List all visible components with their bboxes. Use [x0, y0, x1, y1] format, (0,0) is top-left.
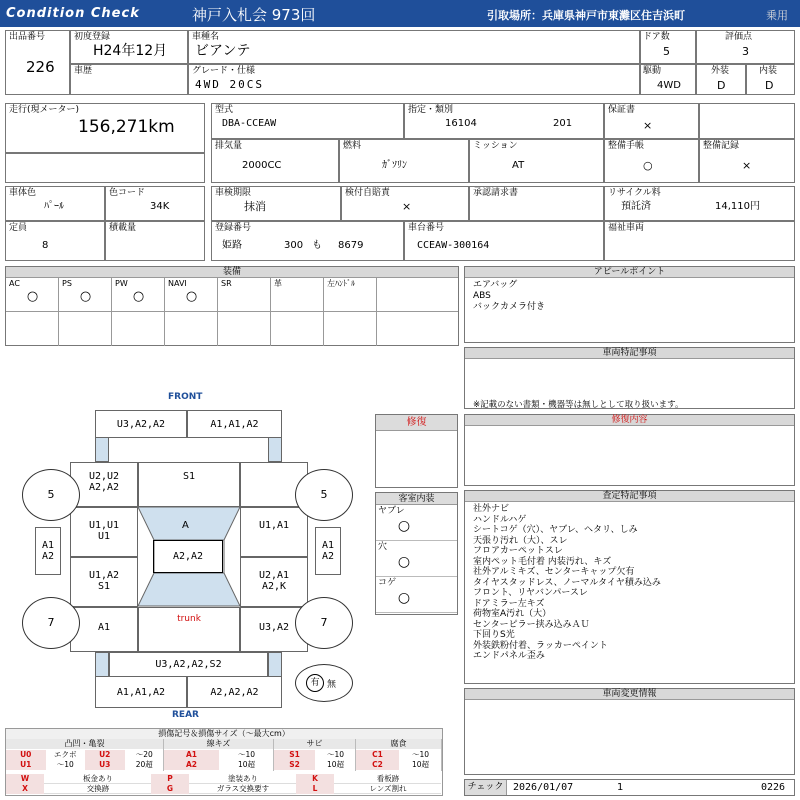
- rear-label: REAR: [172, 710, 199, 720]
- equipment-item-label: SR: [221, 279, 232, 288]
- mission-label: ミッション: [473, 141, 518, 151]
- load-cell: [105, 221, 205, 261]
- inspection-note-line: 外装鉄粉付着、ラッカーペイント: [473, 640, 608, 651]
- inspection-value: 抹消: [244, 200, 266, 213]
- legend-mark-code: W: [6, 774, 44, 784]
- manual-cell: [604, 139, 699, 183]
- zone-rear-door-right: U2,A1 A2,K: [240, 557, 308, 607]
- auction-title: 神戸入札会 973回: [192, 6, 316, 24]
- recycle-amount: 14,110円: [715, 201, 760, 212]
- legend-mark: [151, 774, 296, 784]
- warranty-label: 保証書: [608, 105, 636, 115]
- legend-mark-text: 板金あり: [83, 774, 113, 783]
- tire-front-right: 5: [295, 469, 353, 521]
- equipment-item-label: 革: [274, 279, 282, 288]
- legend-group: [274, 739, 356, 771]
- score-cell: [696, 30, 795, 64]
- legend-size: ～10: [411, 750, 430, 759]
- zone-rear-corner-left: [95, 652, 109, 676]
- inspection-cell: [211, 186, 341, 221]
- displacement-cell: [211, 139, 339, 183]
- approval-cell: [469, 186, 604, 221]
- color-code-value: 34K: [150, 201, 170, 212]
- equipment-item: [59, 278, 112, 346]
- inspection-note-line: 下回りS光: [473, 630, 515, 640]
- tire-rear-right: 7: [295, 597, 353, 649]
- vehicle-use-label: 乗用: [766, 9, 788, 22]
- body-color-value: ﾊﾟｰﾙ: [44, 201, 64, 212]
- exterior-label: 外装: [711, 66, 730, 76]
- history-cell: [70, 64, 188, 95]
- displacement-value: 2000CC: [242, 160, 282, 171]
- zone-rear-bumper-left: A1,A1,A2: [95, 676, 187, 708]
- grade-label: グレード・仕様: [192, 66, 256, 76]
- equipment-item: [324, 278, 377, 346]
- zone-mirror-left: A1 A2: [35, 527, 61, 575]
- drive-value: 4WD: [657, 80, 681, 91]
- special-notes-panel: [464, 347, 795, 409]
- welfare-label: 福祉車両: [608, 223, 645, 233]
- equipment-item: [112, 278, 165, 346]
- body-color-cell: [5, 186, 105, 221]
- fuel-value: ｶﾞｿﾘﾝ: [382, 160, 407, 171]
- special-notes-disclaimer: ※記載のない書類・機器等は無しとして取り扱います。: [473, 400, 684, 410]
- check-footer: [464, 779, 795, 796]
- car-name-label: 車種名: [192, 32, 220, 42]
- legend-code: C2: [356, 760, 399, 770]
- zone-trunk: [138, 607, 240, 652]
- pickup-location: 引取場所：兵庫県神戸市東灘区住吉浜町: [487, 9, 685, 22]
- legend-code: S2: [274, 760, 315, 770]
- zone-rear-quarter-right: U3,A2: [240, 607, 308, 652]
- zone-front-bumper-left: U3,A2,A2: [95, 410, 187, 438]
- legend-mark: [6, 774, 151, 784]
- car-name-cell: [188, 30, 640, 64]
- legend-mark: [296, 784, 441, 794]
- plate-area: 姫路: [222, 240, 242, 251]
- inspection-note-line: 社外アルミキズ、センターキャップ欠有: [473, 567, 635, 577]
- designation-cell: [404, 103, 604, 139]
- tire-rear-left: 7: [22, 597, 80, 649]
- inspection-note-line: フロアカーペットスレ: [473, 546, 563, 556]
- inspection-note-line: センターピラー挟み込みＡＵ: [473, 619, 590, 630]
- zone-rear-quarter-left: A1: [70, 607, 138, 652]
- interior-label: 内装: [759, 66, 778, 76]
- mileage-value: 156,271km: [78, 117, 175, 137]
- vehicle-changes-title: 車両変更情報: [465, 689, 794, 700]
- car-name: ビアンテ: [195, 43, 251, 59]
- equipment-item-label: PS: [62, 279, 72, 288]
- legend-code: S1: [274, 750, 315, 760]
- interior-damage-label: コゲ: [378, 578, 397, 588]
- inspection-note-line: 社外ナビ: [473, 504, 510, 514]
- legend-mark-text: 塗装あり: [228, 774, 258, 783]
- equipment-item: [165, 278, 218, 346]
- check-code: 0226: [761, 782, 786, 793]
- classification-number: 201: [553, 118, 573, 129]
- spare-absent-label: 無: [327, 680, 337, 690]
- record-label: 整備記録: [703, 141, 740, 151]
- warranty-value: ×: [643, 119, 653, 132]
- legend-size: 20超: [135, 760, 153, 769]
- score-value: 3: [742, 45, 749, 58]
- legend-mark-text: 看板跡: [376, 774, 400, 783]
- manual-label: 整備手帳: [608, 141, 645, 151]
- zone-windshield-code: A: [182, 520, 189, 531]
- model-label: 型式: [215, 105, 234, 115]
- equipment-item-mark: ○: [26, 289, 39, 304]
- zone-front-bumper-right: A1,A1,A2: [187, 410, 282, 438]
- model-cell: [211, 103, 404, 139]
- check-label: チェック: [465, 780, 507, 795]
- interior-damage-mark: ○: [397, 518, 411, 534]
- check-date: 2026/01/07: [513, 782, 574, 793]
- legend-code: U1: [6, 760, 46, 770]
- legend-size: ～10: [56, 760, 74, 769]
- legend-mark: [151, 784, 296, 794]
- legend-group-name: 腐食: [356, 739, 441, 749]
- legend-group-name: 線キズ: [164, 739, 273, 749]
- equipment-title: 装備: [6, 267, 458, 278]
- equipment-item-mark: ○: [132, 289, 145, 304]
- rear-glass-shape: [138, 573, 240, 606]
- equipment-item-label: AC: [9, 279, 20, 288]
- inspection-notes-panel: [464, 490, 795, 684]
- zone-front-door-left: U1,U1 U1: [70, 507, 138, 557]
- interior-damage-mark: ○: [397, 554, 411, 570]
- legend-size: ～10: [237, 750, 256, 759]
- interior-damage-mark: ○: [397, 590, 411, 606]
- equipment-panel: [5, 266, 459, 346]
- designation-number: 16104: [445, 118, 477, 129]
- equipment-item-label: NAVI: [168, 279, 187, 288]
- special-notes-title: 車両特記事項: [465, 348, 794, 359]
- legend-code: A2: [164, 760, 219, 770]
- interior-damage-label: 穴: [378, 542, 388, 552]
- lot-number-cell: [5, 30, 70, 95]
- legend-mark-text: ガラス交換要す: [216, 784, 270, 793]
- mileage-label: 走行(現メーター): [9, 105, 80, 115]
- recycle-status: 預託済: [621, 201, 651, 212]
- legend-size: ～10: [326, 750, 345, 759]
- legend-code: U0: [6, 750, 46, 760]
- load-label: 積載量: [109, 223, 137, 233]
- spare-present-mark: 有: [306, 674, 324, 692]
- appeal-line: エアバッグ: [473, 280, 518, 290]
- plate-label: 登録番号: [215, 223, 252, 233]
- zone-front-door-right: U1,A1: [240, 507, 308, 557]
- fuel-cell: [339, 139, 469, 183]
- appeal-line: ABS: [473, 291, 491, 301]
- legend-size: エクボ: [54, 750, 77, 759]
- inspection-note-line: ハンドルハゲ: [473, 514, 527, 525]
- interior-damage-item: [376, 577, 457, 613]
- damage-legend: [5, 728, 443, 796]
- interior-cell: [746, 64, 795, 95]
- legend-size: 10超: [237, 760, 256, 769]
- repair-flag-label: 修復: [376, 415, 457, 431]
- appeal-title: アピールポイント: [465, 267, 794, 278]
- repair-content-panel: [464, 414, 795, 486]
- legend-code: A1: [164, 750, 219, 760]
- legend-code: U2: [85, 750, 125, 760]
- inspection-note-line: タイヤスタッドレス、ノーマルタイヤ積み込み: [473, 577, 661, 588]
- history-label: 車歴: [74, 66, 93, 76]
- plate-number: 8679: [338, 240, 364, 251]
- appeal-panel: [464, 266, 795, 343]
- inspection-note-line: ドアミラー左キズ: [473, 598, 545, 609]
- equipment-item-mark: ○: [185, 289, 198, 304]
- manual-value: ○: [643, 159, 653, 172]
- record-value: ×: [742, 159, 752, 172]
- grade-value: 4WD 20CS: [195, 78, 264, 91]
- legend-code: U3: [85, 760, 125, 770]
- liability-cell: [341, 186, 469, 221]
- inspection-note-line: 天張り汚れ（大）、スレ: [473, 535, 568, 546]
- exterior-grade: D: [717, 79, 726, 92]
- interior-damage-box: [375, 492, 458, 615]
- legend-mark-code: K: [296, 774, 334, 784]
- repair-flag-box: [375, 414, 458, 488]
- inspection-note-line: 荷物室A汚れ（大）: [473, 609, 552, 619]
- trunk-label: trunk: [177, 614, 201, 624]
- mileage-cell: [5, 103, 205, 153]
- warranty-extra-cell: [699, 103, 795, 139]
- zone-rear-gate: U3,A2,A2,S2: [109, 652, 268, 676]
- color-code-cell: [105, 186, 205, 221]
- check-number: 1: [617, 782, 624, 793]
- front-label: FRONT: [168, 392, 203, 402]
- tire-front-left: 5: [22, 469, 80, 521]
- fuel-label: 燃料: [343, 141, 362, 151]
- legend-mark-text: 交換跡: [86, 784, 110, 793]
- doors-cell: [640, 30, 696, 64]
- model-value: DBA-CCEAW: [222, 118, 277, 129]
- zone-rear-door-left: U1,A2 S1: [70, 557, 138, 607]
- chassis-cell: [404, 221, 604, 261]
- lot-label: 出品番号: [9, 32, 46, 42]
- legend-code: C1: [356, 750, 399, 760]
- inspection-note-line: 室内ペット毛付着 内装汚れ、キズ: [473, 556, 612, 567]
- zone-rear-bumper-right: A2,A2,A2: [187, 676, 282, 708]
- equipment-item: [271, 278, 324, 346]
- legend-mark-code: G: [151, 784, 189, 794]
- vehicle-changes-panel: [464, 688, 795, 775]
- equipment-item-mark: ○: [79, 289, 92, 304]
- zone-front-corner-left: [95, 438, 109, 462]
- welfare-cell: [604, 221, 795, 261]
- windshield-shape: [138, 507, 240, 540]
- doors-label: ドア数: [643, 32, 670, 42]
- mission-value: AT: [512, 160, 525, 171]
- chassis-label: 車台番号: [408, 223, 445, 233]
- interior-damage-item: [376, 505, 457, 541]
- header-bar: [0, 0, 800, 27]
- equipment-item: [6, 278, 59, 346]
- interior-damage-item: [376, 541, 457, 577]
- approval-label: 承認請求書: [473, 188, 519, 198]
- legend-group: [356, 739, 442, 771]
- warranty-cell: [604, 103, 699, 139]
- designation-label: 指定・類別: [408, 105, 454, 115]
- first-reg-label: 初度登録: [74, 32, 111, 42]
- zone-hood-code: S1: [182, 471, 196, 482]
- spare-tire: [295, 664, 353, 702]
- legend-group: [164, 739, 274, 771]
- zone-mirror-right: A1 A2: [315, 527, 341, 575]
- interior-grade: D: [765, 79, 774, 92]
- legend-group: [6, 739, 164, 771]
- exterior-cell: [696, 64, 746, 95]
- capacity-cell: [5, 221, 105, 261]
- displacement-label: 排気量: [215, 141, 243, 151]
- drive-cell: [640, 64, 696, 95]
- equipment-item-label: 左ﾊﾝﾄﾞﾙ: [327, 279, 355, 288]
- legend-size: 10超: [411, 760, 430, 769]
- inspection-notes-title: 査定特記事項: [465, 491, 794, 502]
- drive-label: 駆動: [643, 66, 662, 76]
- interior-damage-label: ヤブレ: [378, 506, 405, 516]
- inspection-note-line: フロント、リヤバンパースレ: [473, 588, 588, 598]
- mileage-extra-cell: [5, 153, 205, 183]
- liability-label: 検付自賠責: [345, 188, 391, 198]
- appeal-line: バックカメラ付き: [473, 302, 546, 312]
- plate-class: 300: [284, 240, 304, 251]
- first-reg-cell: [70, 30, 188, 64]
- legend-size: ～20: [135, 750, 153, 759]
- header-left-label: Condition Check: [6, 6, 140, 21]
- plate-cell: [211, 221, 404, 261]
- legend-group-name: 凸凹・亀裂: [6, 739, 163, 749]
- legend-mark: [296, 774, 441, 784]
- doors-value: 5: [663, 45, 670, 58]
- zone-rear-corner-right: [268, 652, 282, 676]
- lot-number: 226: [26, 58, 55, 76]
- record-cell: [699, 139, 795, 183]
- capacity-label: 定員: [9, 223, 28, 233]
- liability-value: ×: [402, 200, 412, 213]
- inspection-note-line: エンドパネル歪み: [473, 651, 545, 661]
- score-label: 評価点: [725, 32, 753, 42]
- chassis-value: CCEAW-300164: [417, 240, 490, 251]
- zone-front-corner-right: [268, 438, 282, 462]
- legend-group-name: サビ: [274, 739, 355, 749]
- legend-mark-code: X: [6, 784, 44, 794]
- first-reg-value: H24年12月: [93, 43, 168, 59]
- zone-roof: A2,A2: [153, 540, 223, 573]
- mission-cell: [469, 139, 604, 183]
- repair-content-title: 修復内容: [465, 415, 794, 426]
- zone-front-fender-left: U2,U2 A2,A2: [70, 462, 138, 507]
- legend-mark: [6, 784, 151, 794]
- inspection-label: 車検期限: [215, 188, 252, 198]
- legend-size: 10超: [326, 760, 345, 769]
- recycle-label: リサイクル料: [608, 188, 661, 198]
- grade-cell: [188, 64, 640, 95]
- inspection-note-line: シートコゲ（穴）、ヤブレ、ヘタリ、しみ: [473, 525, 638, 535]
- legend-title: 損傷記号＆損傷サイズ（～最大cm）: [6, 729, 442, 739]
- capacity-value: 8: [42, 240, 49, 251]
- equipment-item-label: PW: [115, 279, 128, 288]
- legend-mark-code: L: [296, 784, 334, 794]
- recycle-cell: [604, 186, 795, 221]
- body-color-label: 車体色: [9, 188, 37, 198]
- zone-hood: [138, 462, 240, 507]
- plate-kana: も: [312, 240, 322, 251]
- color-code-label: 色コード: [109, 188, 146, 198]
- interior-damage-title: 客室内装: [376, 493, 457, 505]
- equipment-item: [218, 278, 271, 346]
- legend-mark-text: レンズ割れ: [369, 784, 407, 793]
- legend-mark-code: P: [151, 774, 189, 784]
